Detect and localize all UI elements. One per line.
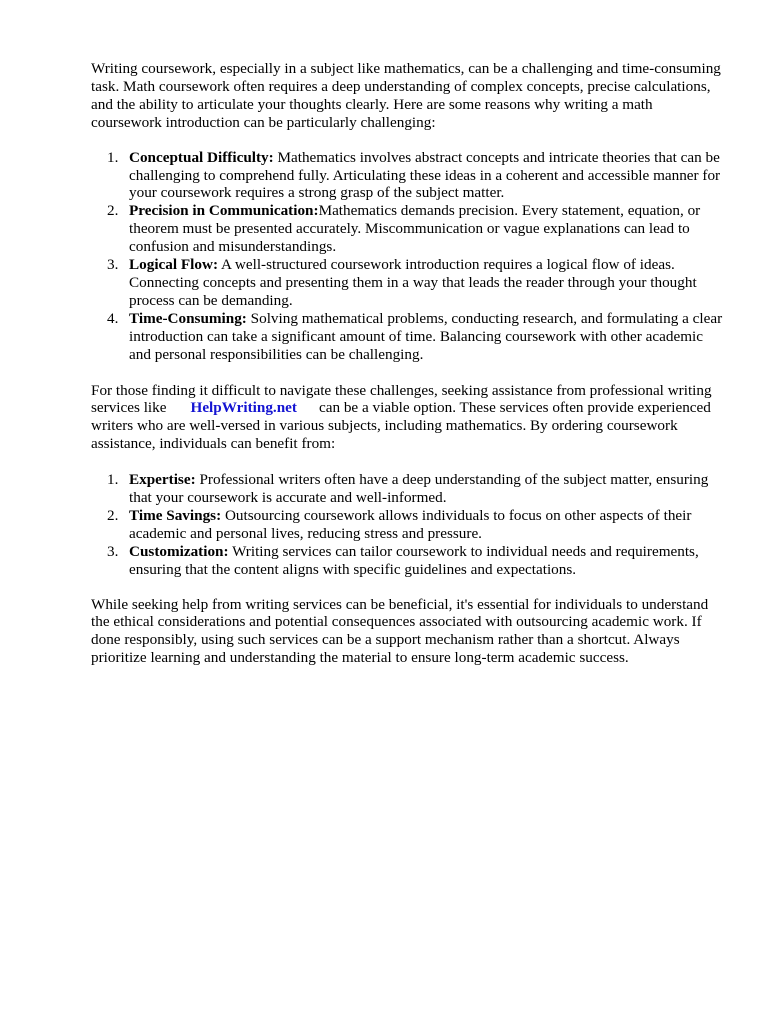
- list-item-text: Professional writers often have a deep understanding of the subject matter, ensuring that your coursework is accurate and well-informed.: [129, 471, 709, 507]
- list-item-title: Time-Consuming:: [129, 309, 247, 327]
- list-number: 2.: [107, 202, 119, 220]
- services-text-after: can be a viable option. These services often provide experienced writers who are well-versed in various subjects, including mathematics. By ordering coursework assistance, individuals can benefit from:: [91, 399, 711, 453]
- list-item: [91, 202, 725, 256]
- list-number: 3.: [107, 256, 119, 274]
- document-body: [91, 60, 725, 667]
- list-item-text: A well-structured coursework introduction requires a logical flow of ideas. Connecting concepts and presenting them in a way that leads the reader through your thought process can be demanding.: [129, 256, 697, 309]
- list-number: 1.: [107, 471, 119, 489]
- list-item: [91, 310, 725, 364]
- list-number: 1.: [107, 148, 119, 166]
- list-item: [91, 471, 725, 507]
- list-item: [91, 256, 725, 310]
- helpwriting-link[interactable]: HelpWriting.net: [190, 399, 297, 417]
- list-item-title: Conceptual Difficulty:: [129, 148, 274, 166]
- list-number: 3.: [107, 542, 119, 560]
- list-item-title: Expertise:: [129, 471, 196, 489]
- list-item-title: Logical Flow:: [129, 256, 219, 274]
- list-item-text: Outsourcing coursework allows individuals to focus on other aspects of their academic and personal lives, reducing stress and pressure.: [129, 506, 692, 542]
- services-text-before: For those finding it difficult to navigate these challenges, seeking assistance from professional writing services like: [91, 381, 712, 417]
- conclusion-paragraph: While seeking help from writing services can be beneficial, it's essential for individuals to understand the ethical considerations and potential consequences associated with outsourcing academic work. If done responsibly, using such services can be a support mechanism rather than a shortcut. Always prioritize learning and understanding the material to ensure long-term academic success.: [91, 595, 709, 667]
- list-item: [91, 507, 725, 543]
- list-item-title: Customization:: [129, 542, 229, 560]
- list-number: 4.: [107, 309, 119, 327]
- list-item-text: Mathematics involves abstract concepts and intricate theories that can be challenging to comprehend fully. Articulating these ideas in a coherent and accessible manner for your coursework requires a strong grasp of the subject matter.: [129, 148, 721, 202]
- list-item-title: Precision in Communication:: [129, 202, 319, 220]
- list-item-text: Solving mathematical problems, conducting research, and formulating a clear introduction can take a significant amount of time. Balancing coursework with other academic and personal responsibilities can be challenging.: [129, 309, 723, 363]
- list-item: [91, 149, 725, 203]
- list-item-text: Mathematics demands precision. Every statement, equation, or theorem must be presented accurately. Miscommunication or vague explanations can lead to confusion and misunderstandings.: [129, 202, 701, 256]
- services-paragraph: [91, 382, 725, 454]
- list-item-text: Writing services can tailor coursework to individual needs and requirements, ensuring that the content aligns with specific guidelines and expectations.: [129, 542, 699, 578]
- list-number: 2.: [107, 506, 119, 524]
- benefits-list: [91, 471, 725, 578]
- list-item-title: Time Savings:: [129, 506, 222, 524]
- challenges-list: [91, 149, 725, 364]
- list-item: [91, 543, 725, 579]
- intro-paragraph: Writing coursework, especially in a subject like mathematics, can be a challenging and time-consuming task. Math coursework often requires a deep understanding of complex concepts, precise calculations, and the ability to articulate your thoughts clearly. Here are some reasons why writing a math coursework introduction can be particularly challenging:: [91, 60, 721, 131]
